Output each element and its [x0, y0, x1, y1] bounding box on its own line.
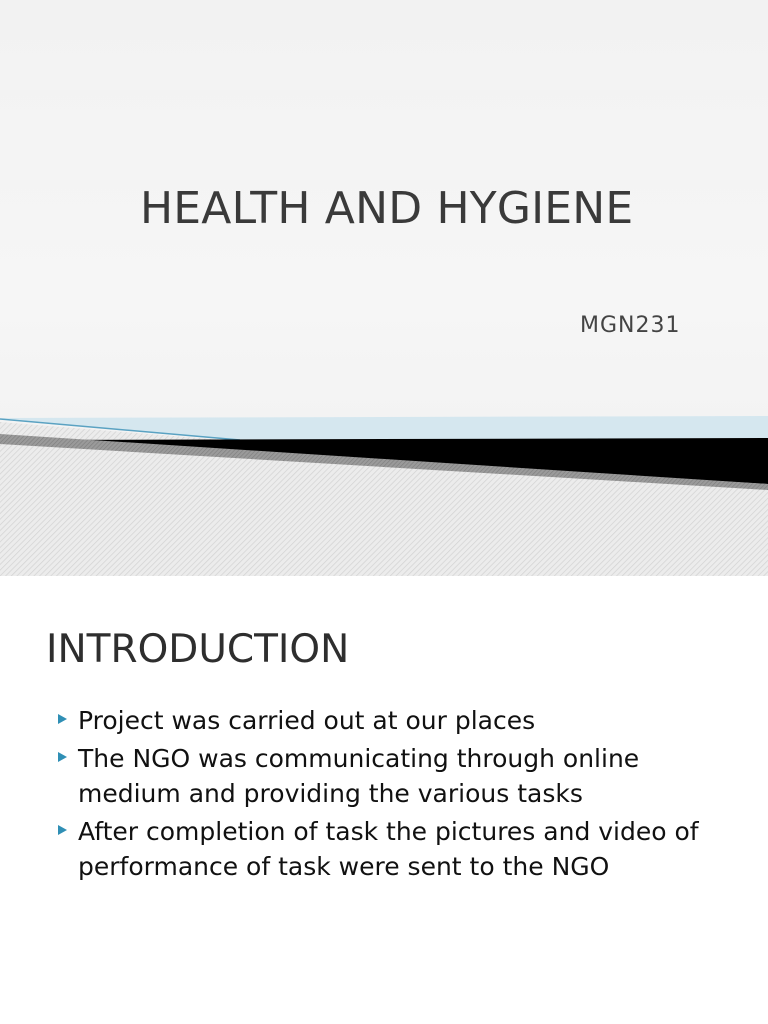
bullet-text: After completion of task the pictures and video of performance of task were sent to the NGO — [78, 817, 699, 881]
slide-title: INTRODUCTION — [46, 627, 350, 672]
triangle-right-icon — [58, 825, 67, 835]
content-slide — [0, 576, 768, 1024]
bullet-item — [48, 814, 748, 884]
bullet-text: The NGO was communicating through online medium and providing the various tasks — [78, 744, 640, 808]
bullet-list — [48, 703, 748, 887]
triangle-right-icon — [58, 752, 67, 762]
slide-subtitle: MGN231 — [580, 313, 681, 338]
decorative-wave-band — [0, 400, 768, 576]
slide-title: HEALTH AND HYGIENE — [140, 183, 634, 234]
bullet-item — [48, 703, 748, 738]
triangle-right-icon — [58, 714, 67, 724]
bullet-item — [48, 741, 748, 811]
bullet-text: Project was carried out at our places — [78, 706, 536, 735]
